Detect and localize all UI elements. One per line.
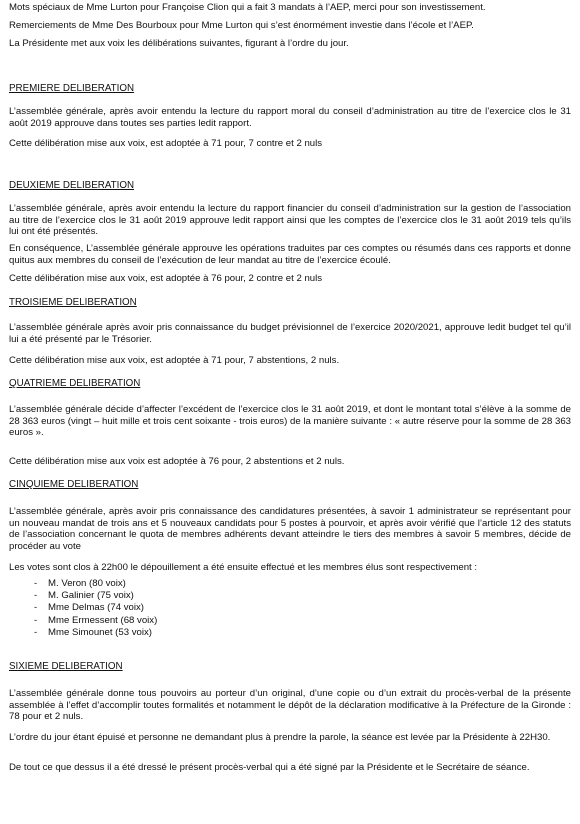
- intro-paragraph-3: La Présidente met aux voix les délibérations suivantes, figurant à l’ordre du jour.: [9, 38, 349, 49]
- heading-deuxieme-deliberation: DEUXIEME DELIBERATION: [9, 180, 135, 191]
- cinquieme-deliberation-results: Les votes sont clos à 22h00 le dépouillement a été ensuite effectué et les membres élus sont respectivement :: [9, 562, 478, 573]
- sixieme-deliberation-text: L’assemblée générale donne tous pouvoirs au porteur d’un original, d’une copie ou d’un extrait du procès-verbal de la présente assemblée à l’effet d’accomplir toutes formalités et notamment le dépôt de la déclaration modificative à la Préfecture de la Gironde : 78 pour et 2 nuls.: [9, 688, 571, 723]
- deuxieme-deliberation-text-2: En conséquence, L’assemblée générale approuve les opérations traduites par ces comptes ou résumés dans ces rapports et donne quitus aux membres du conseil de l’exécution de leur mandat au titre de l’exercice écoulé.: [9, 243, 571, 266]
- heading-quatrieme-deliberation: QUATRIEME DELIBERATION: [9, 378, 141, 389]
- quatrieme-deliberation-text: L’assemblée générale décide d’affecter l’excédent de l’exercice clos le 31 août 2019, et dont le montant total s’élève à la somme de 28 363 euros (vingt – huit mille et trois cent soixante - trois euros) de la manière suivante : « autre réserve pour la somme de 28 363 euros ».: [9, 404, 571, 439]
- deuxieme-deliberation-vote: Cette délibération mise aux voix, est adoptée à 76 pour, 2 contre et 2 nuls: [9, 273, 323, 284]
- list-item: - M. Galinier (75 voix): [34, 590, 134, 602]
- list-item: - Mme Ermessent (68 voix): [34, 614, 158, 626]
- closing-paragraph-1: L’ordre du jour étant épuisé et personne ne demandant plus à prendre la parole, la séance est levée par la Présidente à 22H30.: [9, 732, 551, 743]
- troisieme-deliberation-text: L’assemblée générale après avoir pris connaissance du budget prévisionnel de l’exercice 2020/2021, approuve ledit budget tel qu’il lui a été présenté par le Trésorier.: [9, 322, 571, 345]
- intro-paragraph-2: Remerciements de Mme Des Bourboux pour Mme Lurton qui s’est énormément investie dans l’école et l’AEP.: [9, 20, 474, 31]
- list-item: - Mme Simounet (53 voix): [34, 626, 152, 638]
- heading-cinquieme-deliberation: CINQUIEME DELIBERATION: [9, 479, 139, 490]
- premiere-deliberation-text: L’assemblée générale, après avoir entendu la lecture du rapport moral du conseil d’administration au titre de l’exercice clos le 31 août 2019 approuve dans toutes ses parties ledit rapport.: [9, 106, 571, 129]
- elected-members-list: [34, 578, 157, 639]
- deuxieme-deliberation-text: L’assemblée générale, après avoir entendu la lecture du rapport financier du conseil d’administration sur la gestion de l’association au titre de l’exercice clos le 31 août 2019 approuve ledit rapport ainsi que les comptes de l’exercice clos le 31 août 2019 tels qu’ils lui ont été présentés.: [9, 203, 571, 238]
- closing-paragraph-2: De tout ce que dessus il a été dressé le présent procès-verbal qui a été signé par la Présidente et le Secrétaire de séance.: [9, 762, 530, 773]
- intro-paragraph-1: Mots spéciaux de Mme Lurton pour Françoise Clion qui a fait 3 mandats à l’AEP, merci pour son investissement.: [9, 2, 486, 13]
- cinquieme-deliberation-text: L’assemblée générale, après avoir pris connaissance des candidatures présentées, à savoir 1 administrateur se représentant pour un nouveau mandat de trois ans et 5 nouveaux candidats pour 5 postes à pourvoir, et après avoir vérifié que l’article 12 des statuts de l’association concernant le quota de membres adhérents devant atteindre le tiers des membres à savoir 5 membres, décide de procéder au vote: [9, 506, 571, 552]
- heading-premiere-deliberation: PREMIERE DELIBERATION: [9, 83, 135, 94]
- list-item: - M. Veron (80 voix): [34, 578, 126, 589]
- premiere-deliberation-vote: Cette délibération mise aux voix, est adoptée à 71 pour, 7 contre et 2 nuls: [9, 138, 323, 149]
- troisieme-deliberation-vote: Cette délibération mise aux voix, est adoptée à 71 pour, 7 abstentions, 2 nuls.: [9, 355, 340, 366]
- heading-sixieme-deliberation: SIXIEME DELIBERATION: [9, 661, 123, 672]
- list-item: - Mme Delmas (74 voix): [34, 602, 144, 614]
- heading-troisieme-deliberation: TROISIEME DELIBERATION: [9, 297, 137, 308]
- quatrieme-deliberation-vote: Cette délibération mise aux voix est adoptée à 76 pour, 2 abstentions et 2 nuls.: [9, 456, 345, 467]
